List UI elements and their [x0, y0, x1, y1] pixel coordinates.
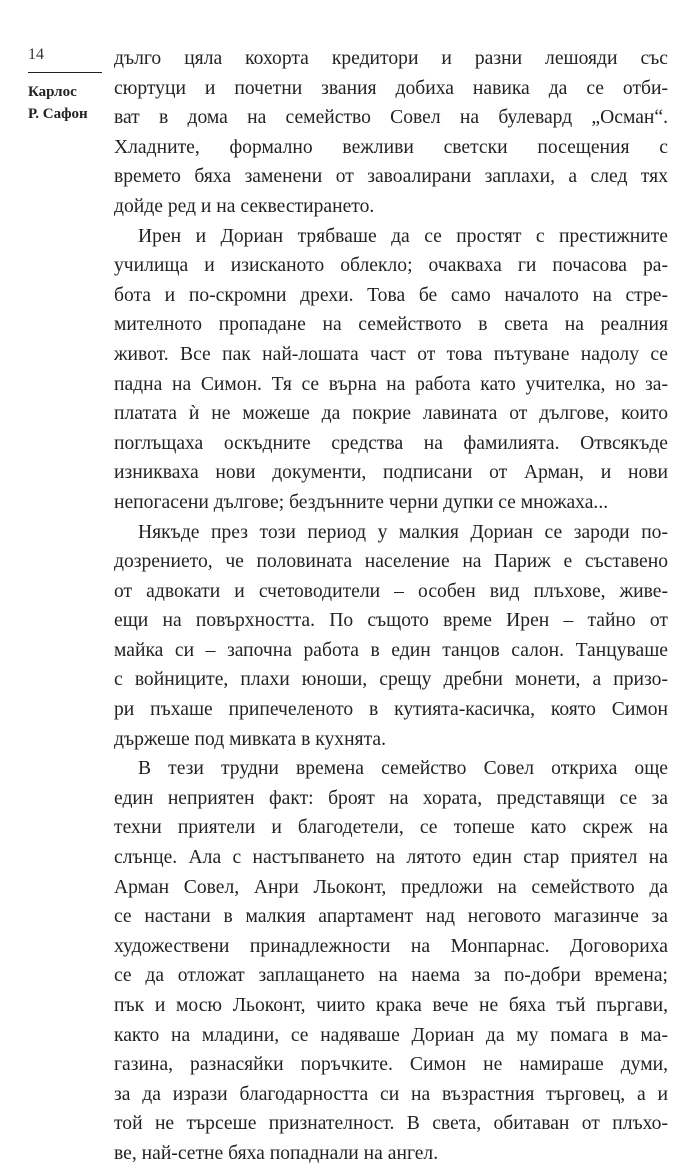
- text-line: художествени принадлежности на Монпарнас. Договориха: [114, 935, 668, 957]
- text-line: за да изрази благодарността си на възрастния търговец, а и: [114, 1083, 668, 1105]
- running-head-author: [28, 81, 102, 125]
- page-margin: [28, 44, 102, 125]
- text-line: пък и мосю Льоконт, чиито крака вече не бяха тъй пъргави,: [114, 995, 668, 1016]
- text-line: изникваха нови документи, подписани от Арман, и нови: [114, 462, 668, 484]
- text-line: живот. Все пак най-лошата част от това пътуване надолу се: [114, 343, 668, 365]
- paragraph: [114, 222, 668, 518]
- text-line: той не търсеше признателност. В света, обитаван от плъхо-: [114, 1113, 668, 1135]
- text-line: ещи на повърхността. По същото време Ирен – тайно от: [114, 610, 668, 632]
- text-line: дойде ред и на секвестирането.: [114, 195, 375, 217]
- text-line: Хладните, формално вежливи светски посещения с: [114, 136, 668, 158]
- running-head-line: Карлос: [28, 84, 77, 100]
- text-line: дозрението, че половината население на Париж е съставено: [114, 551, 668, 573]
- text-line: Ирен и Дориан трябваше да се простят с престижните: [138, 225, 668, 247]
- text-line: дълго цяла кохорта кредитори и разни лешояди със: [114, 48, 668, 69]
- text-line: училища и изисканото облекло; очакваха ги почасова ра-: [114, 255, 668, 277]
- text-line: поглъщаха оскъдните средства на фамилията. Отвсякъде: [114, 432, 668, 454]
- text-line: падна на Симон. Тя се върна на работа като учителка, но за-: [114, 373, 668, 395]
- page-number: 14: [28, 46, 44, 63]
- text-line: от адвокати и счетоводители – особен вид плъхове, живе-: [114, 580, 668, 602]
- body-text: [114, 44, 668, 1169]
- text-line: ват в дома на семейство Совел на булевард „Осман“.: [114, 107, 668, 129]
- text-line: Някъде през този период у малкия Дориан се зароди по-: [138, 521, 668, 543]
- text-line: мителното пропадане на семейството в света на реалния: [114, 314, 668, 336]
- text-line: ри пъхаше припечеленото в кутията-касичка, която Симон: [114, 699, 668, 721]
- running-head-line: Р. Сафон: [28, 106, 88, 122]
- paragraph: [114, 754, 668, 1168]
- paragraph: [114, 44, 668, 222]
- text-line: газина, разнасяйки поръчките. Симон не намираше думи,: [114, 1054, 668, 1076]
- paragraph: [114, 518, 668, 755]
- text-line: Арман Совел, Анри Льоконт, предложи на семейството да: [114, 876, 668, 898]
- text-line: техни приятели и благодетели, се топеше като скреж на: [114, 817, 668, 839]
- text-line: държеше под мивката в кухнята.: [114, 728, 386, 750]
- text-line: се настани в малкия апартамент над неговото магазинче за: [114, 906, 668, 928]
- text-line: както на младини, се надяваше Дориан да му помага в ма-: [114, 1024, 668, 1046]
- text-line: слънце. Ала с настъпването на лятото един стар приятел на: [114, 847, 668, 869]
- text-line: времето бяха заменени от завоалирани заплахи, а след тях: [114, 166, 668, 188]
- margin-rule: [28, 72, 102, 73]
- text-line: В тези трудни времена семейство Совел откриха още: [138, 758, 668, 780]
- text-line: ве, най-сетне бяха попаднали на ангел.: [114, 1142, 439, 1164]
- text-line: непогасени дългове; бездънните черни дупки се множаха...: [114, 491, 609, 513]
- text-line: майка си – започна работа в един танцов салон. Танцуваше: [114, 639, 668, 661]
- text-line: сюртуци и почетни звания добиха навика да се отби-: [114, 77, 668, 99]
- text-line: бота и по-скромни дрехи. Това бе само началото на стре-: [114, 284, 668, 306]
- text-line: се да отложат заплащането на наема за по-добри времена;: [114, 965, 668, 987]
- text-line: с войниците, плахи юноши, срещу дребни монети, а призо-: [114, 669, 668, 691]
- text-line: един неприятен факт: броят на хората, представящи се за: [114, 787, 668, 809]
- text-line: платата ѝ не можеше да покрие лавината от дългове, които: [114, 403, 668, 425]
